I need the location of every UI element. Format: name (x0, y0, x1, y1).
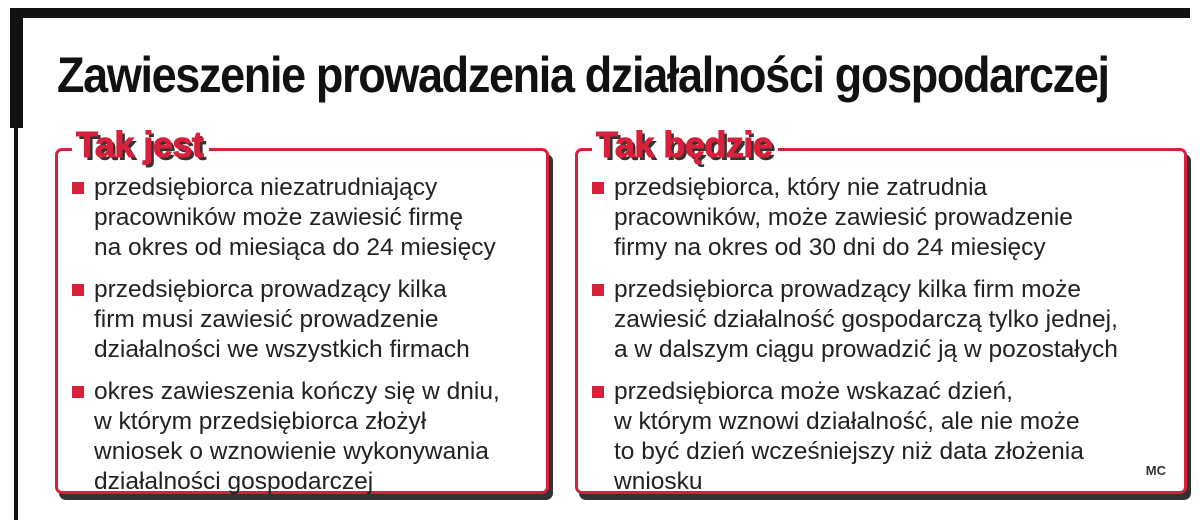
list-item-line: zawiesić działalność gospodarczą tylko jednej, (614, 306, 1118, 333)
list-item-line: przedsiębiorca niezatrudniający (94, 174, 438, 201)
list-item-line: a w dalszym ciągu prowadzić ją w pozostałych (614, 336, 1118, 363)
bullet-square-icon (592, 182, 604, 194)
list-item-line: przedsiębiorca, który nie zatrudnia (614, 174, 988, 201)
bullet-square-icon (72, 182, 84, 194)
list-item-line: przedsiębiorca prowadzący kilka firm może (614, 276, 1082, 303)
tak-bedzie-list (592, 173, 1176, 509)
list-item-line: przedsiębiorca prowadzący kilka (94, 276, 447, 303)
list-item-line: działalności gospodarczej (94, 468, 374, 495)
bullet-square-icon (592, 284, 604, 296)
tak-jest-heading: Tak jest (72, 124, 209, 166)
bullet-square-icon (592, 386, 604, 398)
list-item-line: firm musi zawiesić prowadzenie (94, 306, 439, 333)
bullet-square-icon (72, 284, 84, 296)
list-item-line: firmy na okres od 30 dni do 24 miesięcy (614, 234, 1046, 261)
bullet-square-icon (72, 386, 84, 398)
page-title: Zawieszenie prowadzenia działalności gospodarczej (57, 47, 1109, 103)
tak-bedzie-heading: Tak będzie (592, 124, 778, 166)
tak-jest-list (72, 173, 538, 509)
list-item-line: przedsiębiorca może wskazać dzień, (614, 378, 1013, 405)
list-item-line: wniosku (614, 468, 703, 495)
top-rule (10, 8, 1190, 18)
list-item (72, 275, 538, 365)
list-item-line: na okres od miesiąca do 24 miesięcy (94, 234, 496, 261)
author-credit: MC (1145, 463, 1166, 478)
list-item (72, 377, 538, 497)
tak-bedzie-panel (575, 124, 1187, 495)
left-rule-thick (10, 8, 23, 128)
list-item-line: okres zawieszenia kończy się w dniu, (94, 378, 500, 405)
list-item-line: pracowników może zawiesić firmę (94, 204, 463, 231)
list-item-line: pracowników, może zawiesić prowadzenie (614, 204, 1073, 231)
list-item (72, 173, 538, 263)
list-item (592, 275, 1176, 365)
list-item-line: działalności we wszystkich firmach (94, 336, 470, 363)
list-item-line: w którym wznowi działalność, ale nie może (614, 408, 1080, 435)
list-item (592, 173, 1176, 263)
list-item-line: w którym przedsiębiorca złożył (94, 408, 427, 435)
list-item-line: wniosek o wznowienie wykonywania (94, 438, 489, 465)
tak-jest-panel (55, 124, 549, 495)
left-rule-thin (14, 128, 18, 520)
list-item (592, 377, 1176, 497)
list-item-line: to być dzień wcześniejszy niż data złożenia (614, 438, 1084, 465)
